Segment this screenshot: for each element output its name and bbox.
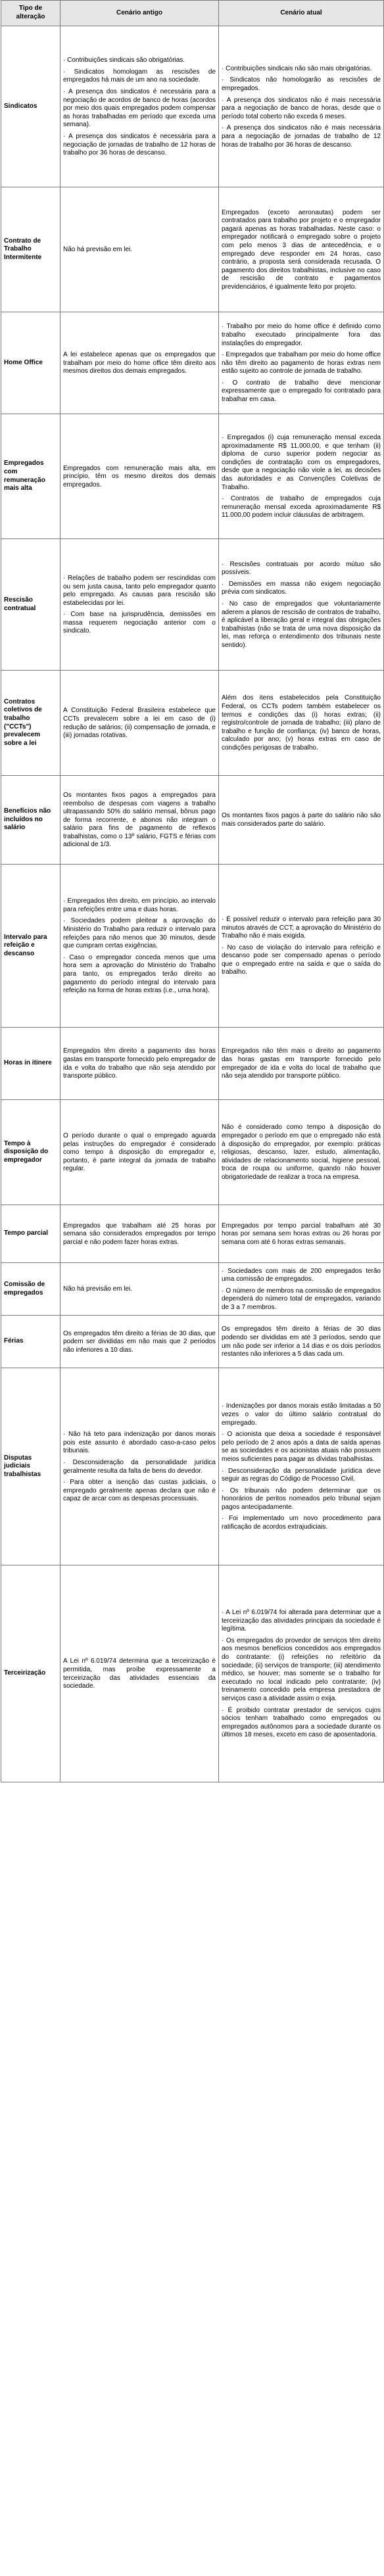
old-paragraph: · Para obter a isenção das custas judiciais, o empregado geralmente apenas declara que não é capaz de arcar com as despesas processuais.	[63, 1479, 216, 1503]
new-scenario-cell	[219, 187, 384, 312]
table-row	[1, 671, 384, 776]
old-paragraph: Empregados com remuneração mais alta, em princípio, têm os mesmo direitos dos demais empregados.	[63, 464, 216, 489]
row-topic: Férias	[1, 1316, 60, 1368]
row-topic: Tempo parcial	[1, 1205, 60, 1263]
new-paragraph: · Demissões em massa não exigem negociação prévia com sindicatos.	[222, 580, 381, 596]
new-scenario-cell	[219, 1028, 384, 1100]
new-scenario-cell	[219, 414, 384, 539]
new-scenario-cell	[219, 539, 384, 671]
old-paragraph: Os montantes fixos pagos a empregados para reembolso de despesas com viagens a trabalho ultrapassando 50% do salário mensal, bônus pago de forma recorrente, e abonos não integram o salário para fins de pagamento de reflexos trabalhistas, como o 13º salário, FGTS e férias com adicional de 1/3.	[63, 791, 216, 849]
new-paragraph: · Rescisões contratuais por acordo mútuo são possíveis.	[222, 560, 381, 577]
labor-reform-comparison-table	[1, 0, 384, 1782]
table-row	[1, 865, 384, 1028]
new-paragraph: Empregados não têm mais o direito ao pagamento das horas gastas em transporte fornecido pelo empregador de ida e volta do local de trabalho que não seja atendido por transporte público.	[222, 1047, 381, 1080]
new-paragraph: · O contrato de trabalho deve mencionar expressamente que o empregado foi contratado para trabalhar em casa.	[222, 379, 381, 404]
row-topic: Sindicatos	[1, 26, 60, 187]
new-scenario-cell	[219, 1316, 384, 1368]
new-paragraph: · Contribuições sindicais não são mais obrigatórias.	[222, 64, 372, 72]
old-scenario-cell	[60, 414, 219, 539]
old-paragraph: A lei estabelece apenas que os empregados que trabalham por meio do home office têm direito aos mesmos direitos dos demais empregados.	[63, 351, 216, 375]
new-paragraph: · Trabalho por meio do home office é definido como trabalho executado principalmente fora das instalações do empregador.	[222, 323, 381, 347]
old-scenario-cell	[60, 776, 219, 865]
header-new-scenario: Cenário atual	[219, 1, 384, 26]
new-scenario-cell	[219, 776, 384, 865]
new-scenario-cell	[219, 1565, 384, 1782]
old-paragraph: · Sindicatos homologam as rescisões de empregados há mais de um ano na sociedade.	[63, 68, 216, 84]
old-paragraph: · Contribuições sindicais são obrigatórias.	[63, 57, 185, 64]
old-paragraph: · Desconsideração da personalidade jurídica geralmente resulta da falta de bens do devedor.	[63, 1458, 216, 1475]
new-scenario-cell	[219, 865, 384, 1028]
comparison-document	[1, 0, 383, 1782]
table-body	[1, 26, 384, 1782]
new-paragraph: · O acionista que deixa a sociedade é responsável pelo período de 2 anos após a data de saída apenas se as sociedades e os acionistas atuais não possuem meios suficientes para pagar as dívidas trabalhistas.	[222, 1431, 381, 1463]
new-paragraph: · Foi implementado um novo procedimento para ratificação de acordos extrajudiciais.	[222, 1515, 381, 1531]
new-paragraph: · É proibido contratar prestador de serviços cujos sócios tenham trabalhado como empregados ou empregados autônomos para a sociedade durante os últimos 18 meses, exceto em caso de aposentadoria.	[222, 1706, 381, 1739]
old-paragraph: · Caso o empregador conceda menos que uma hora sem a aprovação do Ministério do Trabalho para tanto, os empregados terão direito ao pagamento do período integral do intervalo para refeição na forma de horas extras (i.e., uma hora).	[63, 953, 216, 995]
old-paragraph: · A presença dos sindicatos é necessária para a negociação de acordos de banco de horas (acordos por meio dos quais empregados podem compensar as horas trabalhadas em período que exceda uma semana).	[63, 88, 216, 129]
new-paragraph: Não é considerado como tempo à disposição do empregador o período em que o empregado não está à disposição do empregador, por exemplo: práticas religiosas, descanso, lazer, estudo, alimentação, atividades de relacionamento social, higiene pessoal, troca de roupa ou uniforme, quando não houver obrigatoriedade de realizar a troca na empresa.	[222, 1124, 381, 1181]
row-topic: Benefícios não incluídos no salário	[1, 776, 60, 865]
table-row	[1, 776, 384, 865]
new-paragraph: · Sindicatos não homologarão as rescisões de empregados.	[222, 76, 381, 93]
old-paragraph: Não há previsão em lei.	[63, 246, 133, 254]
new-paragraph: · Sociedades com mais de 200 empregados terão uma comissão de empregados.	[222, 1267, 381, 1283]
old-scenario-cell	[60, 1368, 219, 1565]
old-scenario-cell	[60, 1263, 219, 1316]
new-paragraph: Os empregados têm direito à férias de 30 dias podendo ser divididas em até 3 períodos, sendo que um não pode ser inferior a 14 dias e os dois períodos restantes não inferiores a 5 dias cada um.	[222, 1325, 381, 1358]
new-paragraph: · A Lei nº 6.019/74 foi alterada para determinar que a terceirização das atividades principais da sociedade é legítima.	[222, 1609, 381, 1633]
old-paragraph: Empregados têm direito a pagamento das horas gastas em transporte fornecido pelo empregador de ida e volta do trabalho que não seja atendido por transporte público.	[63, 1047, 216, 1080]
old-scenario-cell	[60, 312, 219, 414]
new-paragraph: · Contratos de trabalho de empregados cuja remuneração mensal exceda aproximadamente R$ 11.000,00 podem incluir cláusulas de arbitragem.	[222, 495, 381, 519]
row-topic: Home Office	[1, 312, 60, 414]
table-row	[1, 414, 384, 539]
table-row	[1, 1100, 384, 1205]
old-paragraph: A Lei nº 6.019/74 determina que a terceirização é permitida, mas proíbe expressamente a terceirização das atividades essenciais da sociedade.	[63, 1658, 216, 1690]
new-paragraph: · A presença dos sindicatos não é mais necessária para a negociação de banco de horas, desde que o período total coberto não exceda 6 meses.	[222, 96, 381, 120]
old-paragraph: · Relações de trabalho podem ser rescindidas com ou sem justa causa, tanto pelo empregador quanto pelo empregado. As causas para rescisão são estabelecidas por lei.	[63, 574, 216, 607]
new-paragraph: Empregados por tempo parcial trabalham até 30 horas por semana sem horas extras ou 26 horas por semana com até 6 horas extras semanais.	[222, 1222, 381, 1246]
new-scenario-cell	[219, 26, 384, 187]
old-paragraph: · Com base na jurisprudência, demissões em massa requerem negociação anterior com o sindicato.	[63, 611, 216, 635]
header-old-scenario: Cenário antigo	[60, 1, 219, 26]
table-row	[1, 26, 384, 187]
table-row	[1, 1263, 384, 1316]
old-scenario-cell	[60, 865, 219, 1028]
new-scenario-cell	[219, 1263, 384, 1316]
new-paragraph: · No caso de violação do intervalo para refeição e descanso pode ser compensado apenas o período que o empregado entre na saída e que o saída do trabalho.	[222, 943, 381, 976]
row-topic: Horas in itinere	[1, 1028, 60, 1100]
new-paragraph: · Desconsideração da personalidade jurídica deve seguir as regras do Código de Processo Civil.	[222, 1467, 381, 1483]
table-row	[1, 1316, 384, 1368]
old-scenario-cell	[60, 1100, 219, 1205]
old-paragraph: Não há previsão em lei.	[63, 1285, 133, 1293]
old-scenario-cell	[60, 671, 219, 776]
table-row	[1, 1205, 384, 1263]
old-paragraph: · Não há teto para indenização por danos morais pois este assunto é abordado caso-a-caso pelos tribunais.	[63, 1431, 216, 1455]
table-header	[1, 1, 384, 26]
row-topic: Empregados com remuneração mais alta	[1, 414, 60, 539]
table-row	[1, 187, 384, 312]
new-scenario-cell	[219, 671, 384, 776]
old-paragraph: · Empregados têm direito, em princípio, ao intervalo para refeições entre uma e duas horas.	[63, 897, 216, 913]
old-scenario-cell	[60, 1028, 219, 1100]
table-row	[1, 1028, 384, 1100]
new-paragraph: · Os empregados do provedor de serviços têm direito aos mesmos benefícios concedidos aos empregados do contratante: (i) refeições no refeitório da sociedade; (ii) serviços de transporte; (iii) atendimento médico, se houver; mas somente se o trabalho for executado no local indicado pelo contratante; (iv) treinamento concedido pela empresa prestadora de serviços caso a atividade assim o exija.	[222, 1636, 381, 1702]
row-topic: Contratos coletivos de trabalho ("CCTs") prevalecem sobre a lei	[1, 671, 60, 776]
row-topic: Rescisão contratual	[1, 539, 60, 671]
new-scenario-cell	[219, 312, 384, 414]
row-topic: Disputas judiciais trabalhistas	[1, 1368, 60, 1565]
old-scenario-cell	[60, 1316, 219, 1368]
new-scenario-cell	[219, 1368, 384, 1565]
table-row	[1, 312, 384, 414]
old-scenario-cell	[60, 187, 219, 312]
new-paragraph: · Os tribunais não podem determinar que os honorários de peritos nomeados pelo tribunal sejam pagos antecipadamente.	[222, 1487, 381, 1511]
old-paragraph: Empregados que trabalham até 25 horas por semana são considerados empregados por tempo parcial e não podem fazer horas extras.	[63, 1222, 216, 1246]
row-topic: Contrato de Trabalho Intermitente	[1, 187, 60, 312]
new-paragraph: Além dos itens estabelecidos pela Constituição Federal, os CCTs podem também estabelecer os termos e condições das (i) horas extras; (ii) registro/controle de jornada de trabalho; (iii) plano de trabalho e função de confiança; (iv) banco de horas, calculado por ano; (v) horas extras em caso de condições perigosas de trabalho.	[222, 694, 381, 751]
row-topic: Terceirização	[1, 1565, 60, 1782]
old-paragraph: · Sociedades podem pleitear a aprovação do Ministério do Trabalho para reduzir o intervalo para refeições para não menos que 30 minutos, desde que cumpram certas exigências.	[63, 917, 216, 950]
header-change-type: Tipo de alteração	[1, 1, 60, 26]
table-row	[1, 539, 384, 671]
old-paragraph: O período durante o qual o empregado aguarda pelas instruções do empregador é considerado como tempo à disposição do empregador e, portanto, é parte integral da jornada de trabalho regular.	[63, 1132, 216, 1173]
new-paragraph: · O número de membros na comissão de empregados dependerá do número total de empregados, variando de 3 a 7 membros.	[222, 1287, 381, 1311]
new-paragraph: · Indenizações por danos morais estão limitadas a 50 vezes o valor do último salário contratual do empregado.	[222, 1402, 381, 1427]
old-paragraph: · A presença dos sindicatos é necessária para a negociação de jornadas de trabalho de 12 horas de trabalho por 36 horas de descanso.	[63, 132, 216, 157]
new-paragraph: Empregados (exceto aeronautas) podem ser contratados para trabalho por projeto e o empregador pagará apenas as horas trabalhadas. Neste caso: o empregador notificará o empregado sobre o projeto com pelo menos 3 dias de antecedência, e o empregado deve responder em 24 horas, caso contrário, a proposta será considerada recusada. O pagamento dos direitos trabalhistas, inclusive no caso de rescisão de contrato e pagamentos previdenciários, é igualmente feito por projeto.	[222, 208, 381, 291]
new-paragraph: · No caso de empregados que voluntariamente aderem a planos de rescisão de contratos de trabalho, é aplicável a liberação geral e integral das obrigações trabalhistas (não se trata de uma nova disposição da lei, mas reforça o entendimento dos tribunais neste sentido).	[222, 600, 381, 649]
old-paragraph: A Constituição Federal Brasileira estabelece que CCTs prevalecem sobre a lei em caso de (i) redução de salários; (ii) compensação de jornada, e (iii) jornadas rotativas.	[63, 707, 216, 740]
old-scenario-cell	[60, 1205, 219, 1263]
new-scenario-cell	[219, 1100, 384, 1205]
new-paragraph: · A presença dos sindicatos não é mais necessária para a negociação de jornadas de trabalho de 12 horas de trabalho por 36 horas de descanso.	[222, 124, 381, 149]
table-row	[1, 1368, 384, 1565]
old-scenario-cell	[60, 26, 219, 187]
new-paragraph: · Empregados (i) cuja remuneração mensal exceda aproximadamente R$ 11.000,00, e que tenham (ii) diploma de curso superior podem negociar as condições de contratação com os empregadores, desde que a negociação não viole a lei, as decisões das autoridades e as Convenções Coletivas de Trabalho.	[222, 434, 381, 491]
new-scenario-cell	[219, 1205, 384, 1263]
header-row	[1, 1, 384, 26]
row-topic: Intervalo para refeição e descanso	[1, 865, 60, 1028]
row-topic: Tempo à disposição do empregador	[1, 1100, 60, 1205]
old-paragraph: Os empregados têm direito a férias de 30 dias, que podem ser divididas em não mais que 2 períodos não inferiores a 10 dias.	[63, 1329, 216, 1354]
new-paragraph: · Empregados que trabalham por meio do home office não têm direito ao pagamento de horas extras nem estão sujeito ao controle de jornada de trabalho.	[222, 351, 381, 375]
new-paragraph: Os montantes fixos pagos à parte do salário não são mais considerados parte do salário.	[222, 812, 381, 828]
old-scenario-cell	[60, 1565, 219, 1782]
new-paragraph: · É possível reduzir o intervalo para refeição para 30 minutos através de CCT; a aprovação do Ministério do Trabalho não é mais exigida.	[222, 915, 381, 940]
old-scenario-cell	[60, 539, 219, 671]
row-topic: Comissão de empregados	[1, 1263, 60, 1316]
table-row	[1, 1565, 384, 1782]
